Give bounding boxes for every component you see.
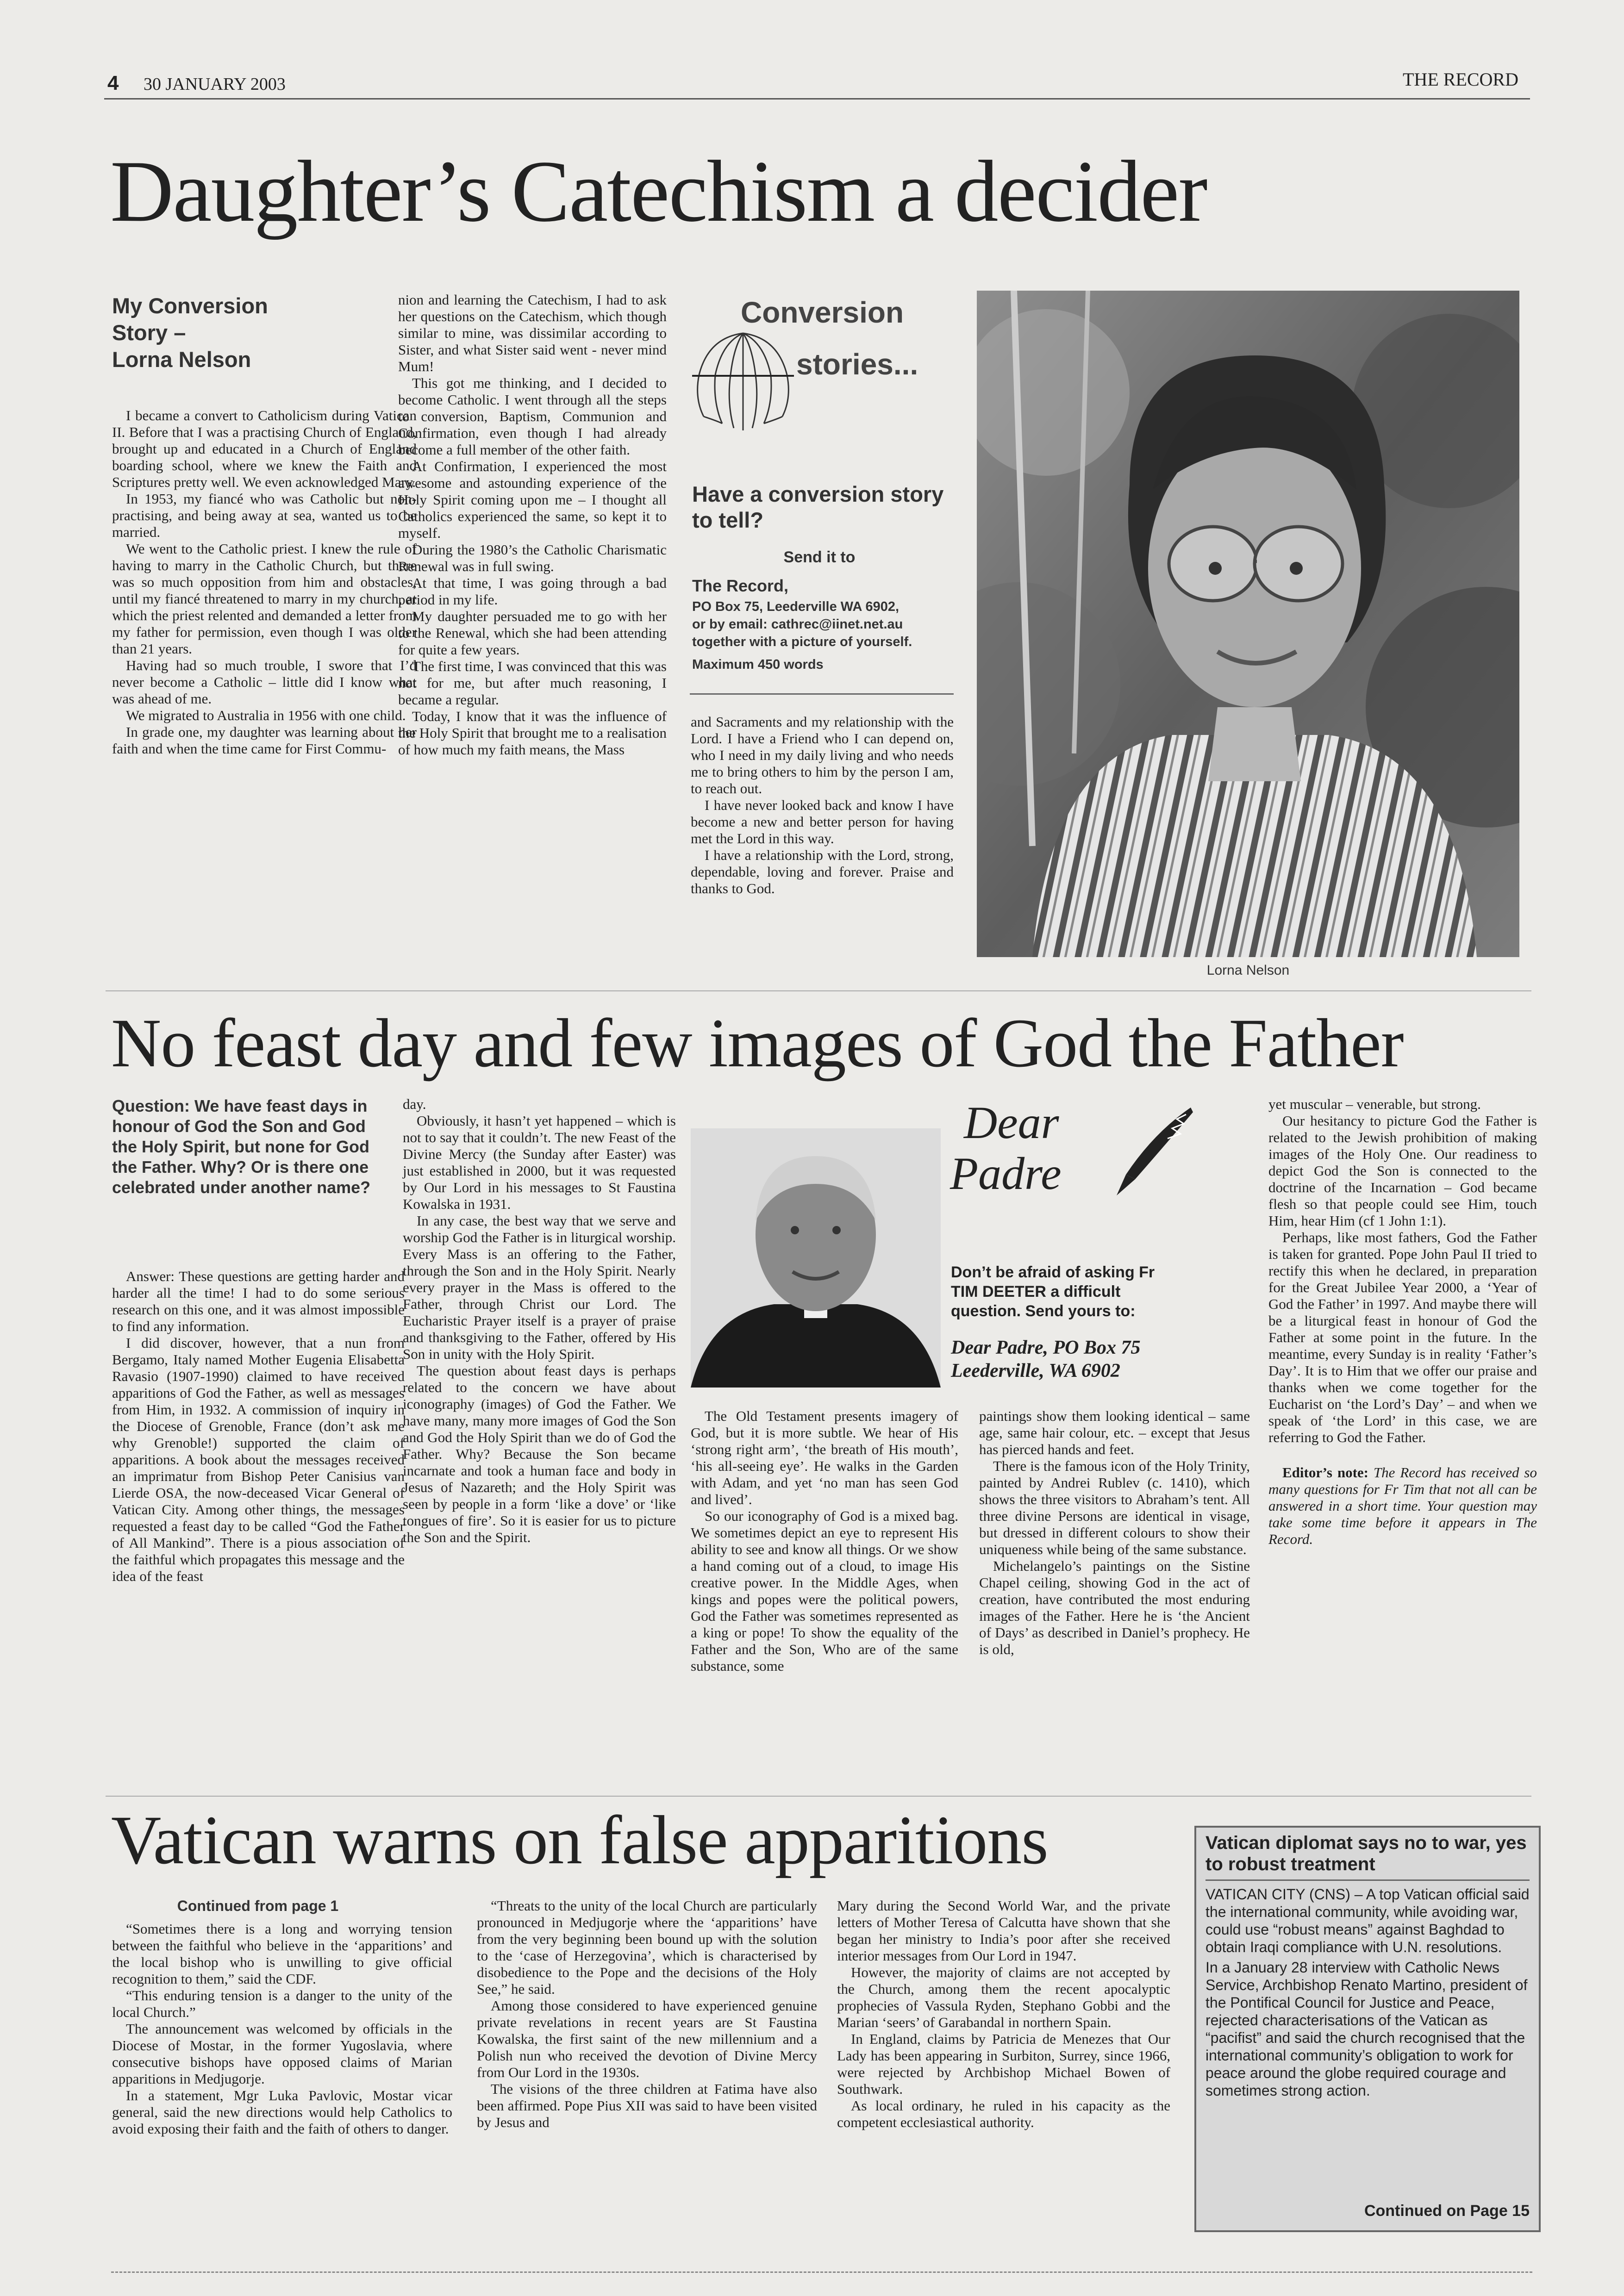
paragraph: VATICAN CITY (CNS) – A top Vatican official said the international community, while avoiding war, could use “robust means” against Baghdad to obtain Iraqi compliance with U.N. resolutions.	[1206, 1886, 1530, 1955]
dear-padre-box	[691, 1096, 1251, 1397]
paragraph: Answer: These questions are getting harder and harder all the time! I had to do some serious research on this one, and it was almost impossible to find any information.	[112, 1268, 405, 1334]
paragraph: In any case, the best way that we serve and worship God the Father is in liturgical worship. Every Mass is an offering to the Father, through the Son and in the Holy Spirit. Nearly every prayer in the Mass is offered to the Father, through Christ our Lord. The Eucharistic Prayer itself is a prayer of praise and thanksgiving to the Father, offered by His Son in unity with the Holy Spirit.	[403, 1213, 676, 1362]
paragraph: and Sacraments and my relationship with the Lord. I have a Friend who I can depend on, who I need in my daily living and who needs me to bring others to him by the person I am, to reach out.	[691, 714, 954, 796]
editor-note-label: Editor’s note:	[1282, 1464, 1368, 1481]
paragraph: The question about feast days is perhaps related to the concern we have about iconography (images) of God the Father. We have many, many more images of God the Son and God the Holy Spirit than we do of God the Father. Why? Because the Son became incarnate and took a human face and body in Jesus of Nazareth; and the Holy Spirit was seen by people in a form ‘like a dove’ or ‘like tongues of fire’. So it is easier for us to picture the Son and the Spirit.	[403, 1363, 676, 1545]
paragraph: We went to the Catholic priest. I knew the rule of having to marry in the Catholic Church, but there was so much opposition from him and obstacles, until my fiancé threatened to marry in my church, at which the priest relented and demanded a letter from my father for permission, even though I was older than 21 years.	[112, 541, 417, 657]
editor-note	[1268, 1464, 1537, 1548]
paragraph: We migrated to Australia in 1956 with one child.	[126, 707, 406, 723]
send-email: or by email: cathrec@iinet.net.au	[692, 617, 903, 632]
paragraph: At that time, I was going through a bad period in my life.	[398, 575, 667, 608]
send-label: Send it to	[783, 548, 856, 566]
paragraph: Michelangelo’s paintings on the Sistine Chapel ceiling, showing God in the act of creation, have contributed the most enduring images of the Father. Here he is ‘the Ancient of Days’ as described in Daniel’s prophecy. He is old,	[979, 1558, 1250, 1657]
paragraph: However, the majority of claims are not accepted by the Church, among them the recent apocalyptic prophecies of Vassula Ryden, Stephano Gobbi and the Marian ‘seers’ of Garabandal in northern Spain.	[837, 1964, 1170, 2030]
paragraph: Obviously, it hasn’t yet happened – which is not to say that it couldn’t. The new Feast of the Divine Mercy (the Sunday after Easter) was just established in 2000, but it was requested by Our Lord in his messages to St Faustina Kowalska in 1931.	[403, 1113, 676, 1212]
sidebar-rule	[1206, 1879, 1530, 1881]
paragraph: I have never looked back and know I have become a new and better person for having met the Lord in this way.	[691, 797, 954, 846]
paragraph: I have a relationship with the Lord, strong, dependable, loving and forever. Praise and thanks to God.	[691, 847, 954, 896]
paragraph: Having had so much trouble, I swore that I’d never become a Catholic – little did I know what was ahead of me.	[112, 657, 417, 707]
paragraph: Today, I know that it was the influence of the Holy Spirit that brought me to a realisation of how much my faith means, the Mass	[398, 708, 667, 758]
article3-column-2	[477, 1898, 817, 2131]
continued-on: Continued on Page 15	[1364, 2202, 1530, 2220]
paragraph: The Old Testament presents imagery of God, but it is more subtle. We hear of His ‘strong right arm’, ‘the breath of His mouth’, ‘his all-seeing eye’. He walks in the Garden with Adam, and yet ‘no man has seen God and lived’.	[691, 1408, 958, 1507]
article2-column-5	[1268, 1096, 1537, 1548]
page-number: 4	[107, 72, 119, 94]
conversion-prompt: Have a conversion story to tell?	[692, 482, 944, 532]
dear-padre-logo-line1: Dear	[964, 1097, 1059, 1148]
question-text: Question: We have feast days in honour of God the Son and God the Holy Spirit, but none for God the Father. Why? Or is there one celebrated under another name?	[112, 1096, 371, 1197]
paragraph: Our hesitancy to picture God the Father is related to the Jewish prohibition of making images of the Holy One. Our readiness to depict God the Son is connected to the doctrine of the Incarnation – God became flesh so that people could see Him, touch Him, hear Him (cf 1 John 1:1).	[1268, 1113, 1537, 1229]
paragraph: paintings show them looking identical – same age, same hair colour, etc. – except that Jesus has pierced hands and feet.	[979, 1408, 1250, 1457]
article1-headline: Daughter’s Catechism a decider	[110, 143, 1207, 240]
article2-column-2	[403, 1096, 676, 1546]
paragraph: My daughter persuaded me to go with her to the Renewal, which she had been attending for quite a few years.	[398, 608, 667, 658]
send-address: PO Box 75, Leederville WA 6902,	[692, 599, 899, 614]
conversion-title-1: Conversion	[741, 296, 904, 329]
conversion-stories-box	[690, 292, 958, 699]
word-limit: Maximum 450 words	[692, 657, 824, 672]
paragraph: The announcement was welcomed by officials in the Diocese of Mostar, in the former Yugoslavia, where consecutive bishops have opposed claims of Marian apparitions in Medjugorje.	[112, 2021, 452, 2087]
paragraph: Perhaps, like most fathers, God the Father is taken for granted. Pope John Paul II tried to rectify this when he declared, in preparation for the Great Jubilee Year 2000, a ‘Year of God the Father’ in 1997. And maybe there will be a liturgical feast in honour of God the Father at some point in the future. In the meantime, every Sunday is in reality ‘Father’s Day’. It is to Him that we offer our praise and thanks when we come together for the Eucharist on ‘the Lord’s Day’ – and when we speak of ‘the Lord’ in this case, we are referring to God the Father.	[1268, 1229, 1537, 1445]
conversion-title-2: stories...	[796, 348, 918, 381]
bottom-dashed-rule	[111, 2271, 1532, 2273]
article3-column-3	[837, 1898, 1170, 2131]
paragraph: In a January 28 interview with Catholic News Service, Archbishop Renato Martino, president of the Pontifical Council for Justice and Peace, rejected characterisations of the Vatican as “pacifist” and said the church recognised that the international community’s obligation to work for peace around the globe required courage and sometimes strong action.	[1206, 1959, 1528, 2099]
publication-name: THE RECORD	[1403, 69, 1518, 90]
paragraph: I became a convert to Catholicism during Vatican II. Before that I was a practising Church of England, brought up and educated in a Church of England boarding school, where we knew the Faith and Scriptures pretty well. We even acknowledged Mary.	[112, 407, 417, 490]
byline-line-1: My Conversion	[112, 293, 268, 318]
article2-column-1	[112, 1268, 405, 1585]
article2-headline: No feast day and few images of God the Father	[111, 1005, 1404, 1082]
dear-padre-ask: Don’t be afraid of asking Fr TIM DEETER a difficult question. Send yours to:	[951, 1263, 1155, 1320]
continued-from: Continued from page 1	[177, 1898, 339, 1914]
article2-column-3	[691, 1408, 958, 1674]
article1-column-3	[691, 714, 954, 897]
byline-line-3: Lorna Nelson	[112, 347, 251, 372]
paragraph: I did discover, however, that a nun from Bergamo, Italy named Mother Eugenia Elisabetta Ravasio (1907-1990) claimed to have received apparitions of God the Father, as well as messages from Him, in 1932. A commission of inquiry in the Diocese of Grenoble, France (don’t ask me why Grenoble!) supported the claim of apparitions. A book about the messages received an imprimatur from Bishop Peter Canisius van Lierde OSA, the now-deceased Vicar General of Vatican City. Among other things, the messages requested a feast day to be called “God the Father of All Mankind”. There is a pious association of the faithful which propagates this message and the idea of the feast	[112, 1335, 405, 1584]
paragraph: nion and learning the Catechism, I had to ask her questions on the Catechism, which though similar to mine, was dissimilar according to Sister, and what Sister said went - never mind Mum!	[398, 292, 667, 374]
paragraph: day.	[403, 1096, 426, 1112]
folio-rule	[104, 98, 1530, 100]
sidebar-title: Vatican diplomat says no to war, yes to robust treatment	[1206, 1833, 1527, 1874]
article3-column-1	[112, 1921, 452, 2137]
paragraph: So our iconography of God is a mixed bag. We sometimes depict an eye to represent His ability to see and know all things. Or we show a hand coming out of a cloud, to image His creative power. In the Middle Ages, when kings and popes were the political powers, God the Father was sometimes represented as a king or pope! To show the equality of the Father and the Son, Who are of the same substance, some	[691, 1508, 958, 1674]
paragraph: During the 1980’s the Catholic Charismatic Renewal was in full swing.	[398, 541, 667, 574]
paragraph: In grade one, my daughter was learning about her faith and when the time came for First Commu-	[112, 724, 417, 757]
paragraph: yet muscular – venerable, but strong.	[1268, 1096, 1481, 1112]
section-rule-1	[106, 990, 1531, 991]
tree-roots-icon	[690, 324, 796, 435]
dear-padre-address-1: Dear Padre, PO Box 75	[951, 1337, 1141, 1358]
article1-column-2	[398, 292, 667, 758]
article3-headline: Vatican warns on false apparitions	[111, 1802, 1048, 1879]
paragraph: In 1953, my fiancé who was Catholic but non-practising, and being away at sea, wanted us to be married.	[112, 491, 417, 540]
article1-column-1	[112, 407, 417, 757]
paragraph: This got me thinking, and I decided to become Catholic. I went through all the steps to conversion, Baptism, Communion and Confirmation, even though I had already become a full member of the other faith.	[398, 375, 667, 458]
photo-caption: Lorna Nelson	[1206, 963, 1290, 978]
paragraph: Among those considered to have experienced genuine private revelations in recent years are St Faustina Kowalska, the first saint of the new millennium and a Polish nun who received the devotion of Divine Mercy from Our Lord in the 1930s.	[477, 1997, 817, 2080]
paragraph: In a statement, Mgr Luka Pavlovic, Mostar vicar general, said the new directions would help Catholics to avoid exposing their faith and the faith of others to danger.	[112, 2087, 452, 2137]
byline-line-2: Story –	[112, 320, 186, 345]
send-picture: together with a picture of yourself.	[692, 635, 912, 649]
issue-date: 30 JANUARY 2003	[144, 75, 286, 94]
vatican-diplomat-box	[1194, 1826, 1541, 2232]
article2-column-4	[979, 1408, 1250, 1658]
paragraph: “Sometimes there is a long and worrying tension between the faithful who believe in the ‘apparitions’ and the local bishop who is unwilling to give official recognition to them,” said the CDF.	[112, 1921, 452, 1987]
section-rule-2	[106, 1796, 1531, 1797]
sidebar-body	[1206, 1885, 1530, 2099]
fr-tim-deeter-photo	[691, 1128, 941, 1388]
article1-byline	[112, 292, 306, 373]
send-name: The Record,	[692, 576, 789, 595]
paragraph: At Confirmation, I experienced the most awesome and astounding experience of the Holy Spirit coming upon me – I thought all Catholics experienced the same, so kept it to myself.	[398, 458, 667, 541]
dear-padre-logo-line2: Padre	[950, 1148, 1062, 1199]
box-rule	[690, 693, 954, 695]
paragraph: “Threats to the unity of the local Church are particularly pronounced in Medjugorje where the ‘apparitions’ have from the very beginning been bound up with the solution to the ‘case of Herzegovina’, which is characterised by disobedience to the Pope and the decisions of the Holy See,” he said.	[477, 1898, 817, 1997]
paragraph: The first time, I was convinced that this was not for me, but after much reasoning, I became a regular.	[398, 658, 667, 708]
paragraph: In England, claims by Patricia de Menezes that Our Lady has been appearing in Surbiton, Surrey, since 1966, were rejected by Archbishop Michael Bowen of Southwark.	[837, 2031, 1170, 2097]
editor-note-text: The Record has received so many questions for Fr Tim that not all can be answered in a short time. Your question may take some time before it appears in The Record.	[1268, 1464, 1537, 1547]
dear-padre-address-2: Leederville, WA 6902	[951, 1360, 1120, 1381]
paragraph: As local ordinary, he ruled in his capacity as the competent ecclesiastical authority.	[837, 2097, 1170, 2130]
paragraph: Mary during the Second World War, and the private letters of Mother Teresa of Calcutta have shown that she began her ministry to India’s poor after she received interior messages from Our Lord in 1947.	[837, 1898, 1170, 1964]
quill-pen-icon	[1098, 1105, 1195, 1198]
paragraph: “This enduring tension is a danger to the unity of the local Church.”	[112, 1987, 452, 2020]
paragraph: There is the famous icon of the Holy Trinity, painted by Andrei Rublev (c. 1410), which shows the three visitors to Abraham’s tent. All three divine Persons are identical in visage, but dressed in different colours to show their uniqueness while being of the same substance.	[979, 1458, 1250, 1557]
paragraph: The visions of the three children at Fatima have also been affirmed. Pope Pius XII was said to have been visited by Jesus and	[477, 2081, 817, 2130]
lorna-nelson-photo	[977, 291, 1519, 957]
